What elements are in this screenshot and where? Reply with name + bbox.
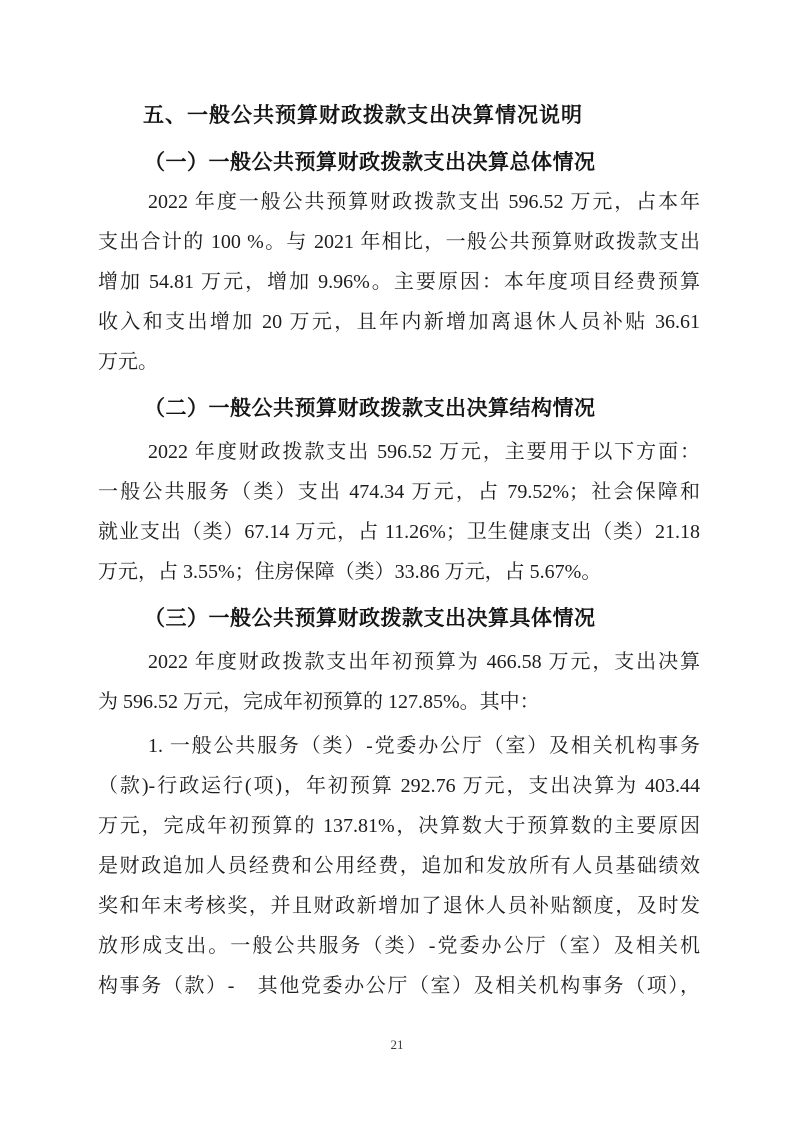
text-line: 支出合计的 100 %。与 2021 年相比，一般公共预算财政拨款支出 — [98, 231, 700, 253]
text-line: 2022 年度财政拨款支出 596.52 万元，主要用于以下方面： — [148, 441, 700, 463]
text-line: 2022 年度财政拨款支出年初预算为 466.58 万元，支出决算 — [148, 651, 700, 673]
subsection-heading-3: （三）一般公共预算财政拨款支出决算具体情况 — [144, 606, 596, 630]
page-number: 21 — [390, 1037, 404, 1052]
paragraph-structure — [98, 432, 700, 592]
paragraph-item-1 — [98, 726, 700, 1006]
text-line: 是财政追加人员经费和公用经费，追加和发放所有人员基础绩效 — [98, 855, 700, 877]
text-line: 放形成支出。一般公共服务（类）-党委办公厅（室）及相关机 — [98, 935, 700, 957]
text-line: 一般公共服务（类）支出 474.34 万元，占 79.52%；社会保障和 — [98, 481, 700, 503]
section-title: 五、一般公共预算财政拨款支出决算情况说明 — [143, 104, 583, 127]
text-line: 1. 一般公共服务（类）-党委办公厅（室）及相关机构事务 — [148, 735, 700, 757]
text-line: （款)-行政运行(项)，年初预算 292.76 万元，支出决算为 403.44 — [98, 775, 700, 797]
paragraph-detail-intro — [98, 642, 700, 722]
subsection-heading-1: （一）一般公共预算财政拨款支出决算总体情况 — [144, 150, 596, 174]
text-line: 为 596.52 万元，完成年初预算的 127.85%。其中： — [98, 691, 540, 713]
text-line: 就业支出（类）67.14 万元，占 11.26%；卫生健康支出（类）21.18 — [98, 521, 700, 543]
text-line: 构事务（款）- 其他党委办公厅（室）及相关机构事务（项）， — [98, 975, 700, 997]
text-line: 万元，完成年初预算的 137.81%，决算数大于预算数的主要原因 — [98, 815, 700, 837]
text-line: 收入和支出增加 20 万元，且年内新增加离退休人员补贴 36.61 — [98, 311, 700, 333]
paragraph-overall — [98, 182, 700, 382]
text-line: 奖和年末考核奖，并且财政新增加了退休人员补贴额度，及时发 — [98, 895, 700, 917]
text-line: 2022 年度一般公共预算财政拨款支出 596.52 万元，占本年 — [148, 191, 700, 213]
text-line: 万元，占 3.55%；住房保障（类）33.86 万元，占 5.67%。 — [98, 561, 602, 583]
subsection-heading-2: （二）一般公共预算财政拨款支出决算结构情况 — [144, 396, 596, 420]
text-line: 增加 54.81 万元，增加 9.96%。主要原因：本年度项目经费预算 — [98, 271, 700, 293]
text-line: 万元。 — [98, 351, 158, 373]
document-body — [98, 96, 700, 1006]
